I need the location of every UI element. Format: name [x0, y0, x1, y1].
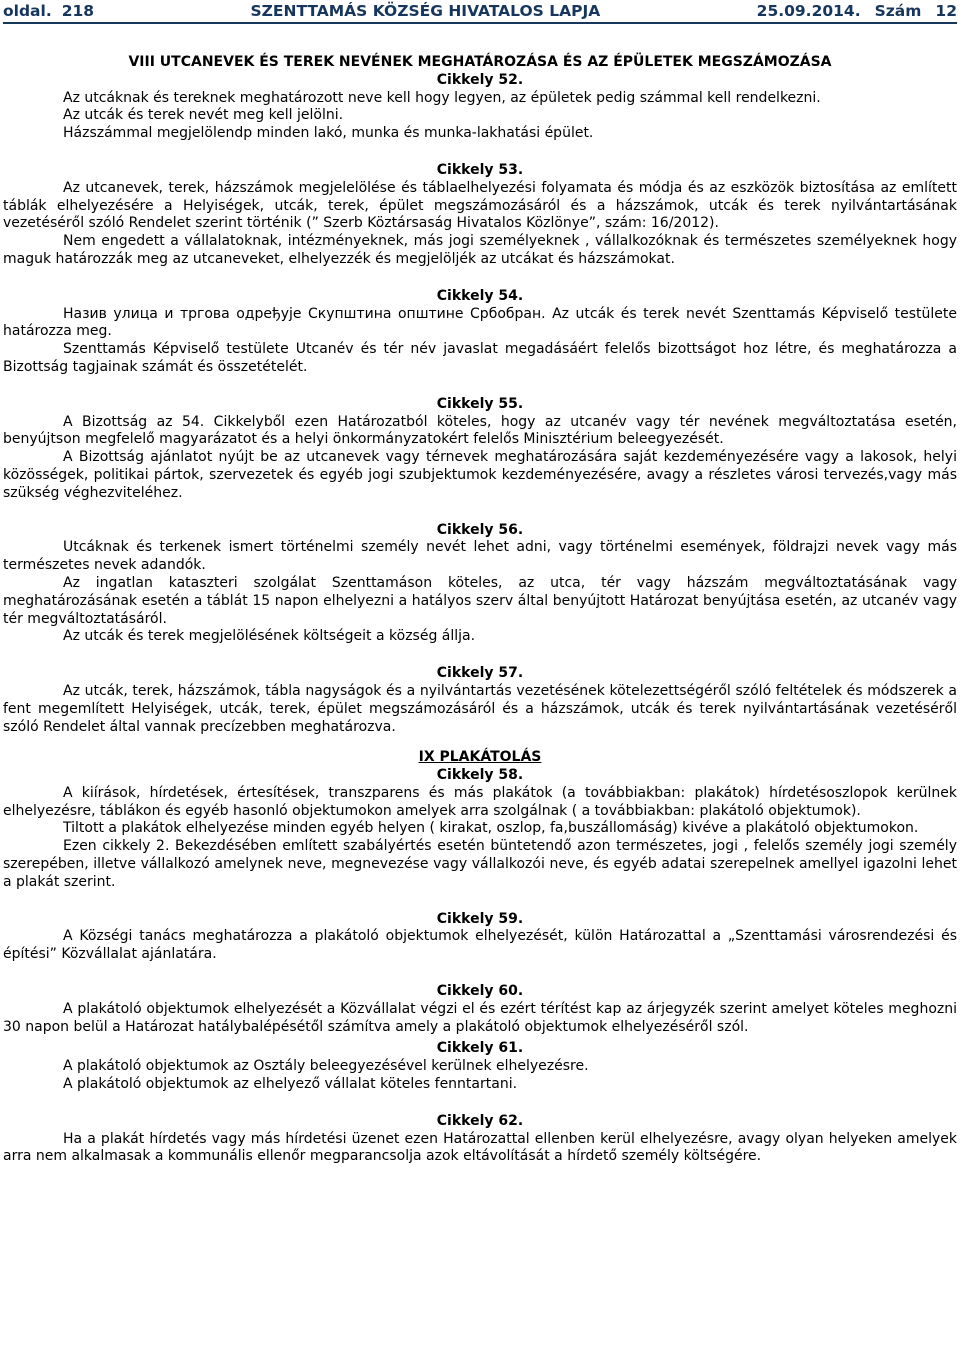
article-60-paragraph-1: A plakátoló objektumok elhelyezését a Közvállalat végzi el és ezért térítést kap az árjegyzék szerint amelyet köteles meghozni 30 napon belül a Határozat hatálybalépésétől számítva amely a plakátoló objektumok elhelyezéséről szól. — [3, 1000, 957, 1035]
article-title-57: Cikkely 57. — [436, 665, 524, 682]
document-body — [3, 54, 957, 1166]
publication-title: SZENTTAMÁS KÖZSÉG HIVATALOS LAPJA — [250, 2, 601, 20]
article-title-61: Cikkely 61. — [436, 1040, 524, 1057]
article-53-paragraph-1: Az utcanevek, terek, házszámok megjelelölése és táblaelhelyezési folyamata és módja és az eszközök biztosítása az említett táblák elhelyezésére a Helyiségek, utcák, terek, épület megszámozásáról és a házszámok, utcák és terek nyilvántartásának vezetéséről szóló Rendelet szerint történik (” Szerb Köztársaság Hivatalos Közlönye”, szám: 16/2012). — [3, 179, 957, 232]
article-53-paragraph-2: Nem engedett a vállalatoknak, intézményeknek, más jogi személyeknek , vállalkozóknak és természetes személyeknek hogy maguk határozzák meg az utcaneveket, elhelyezzék és megjelöljék az utcákat és házszámokat. — [3, 233, 957, 267]
issue-date: 25.09.2014. — [756, 2, 861, 20]
article-54-paragraph-2: Szenttamás Képviselő testülete Utcanév és tér név javaslat megadásáért felelős bizottságot hoz létre, és meghatározza a Bizottság tagjainak számát és összetételét. — [3, 341, 957, 375]
article-54-paragraph-1: Назив улица и тргова одређује Скупштина општине Србобран. Az utcák és terek nevét Szenttamás Képviselő testülete határozza meg. — [3, 305, 957, 340]
article-61-line-1: A plakátoló objektumok az Osztály beleegyezésével kerülnek elhelyezésre. — [63, 1058, 589, 1075]
issue-number: 12 — [935, 2, 957, 20]
article-58-paragraph-1: A kiírások, hírdetések, értesítések, transzparens és más plakátok (a továbbiakban: plakátok) hírdetésoszlopok kerülnek elhelyezésre, táblákon és egyéb hasonló objektumokon amelyek arra szolgálnak ( a továbbiakban: plakátoló objektumok). — [3, 784, 957, 819]
article-62-paragraph-1: Ha a plakát hírdetés vagy más hírdetési üzenet ezen Határozattal ellenben kerül elhelyezésre, avagy olyan helyeken amelyek arra nem alkalmasak a kommunális ellenőr megparancsolja azok eltávolítását a hírdető személy költségére. — [3, 1130, 957, 1165]
page-header — [3, 0, 957, 24]
article-title-52: Cikkely 52. — [436, 71, 524, 88]
article-58-paragraph-3: Ezen cikkely 2. Bekezdésében említett szabályértés esetén büntetendő azon természetes, jogi , felelős személy jogi személy szerepében, illetve vállalkozó amelynek neve, megnevezése vagy vállalkozói neve, és egyéb adatai szerepelnek amellyel igazolni lehet a plakát szerint. — [3, 838, 957, 890]
article-title-56: Cikkely 56. — [436, 521, 524, 538]
chapter-heading-viii: VIII UTCANEVEK ÉS TEREK NEVÉNEK MEGHATÁROZÁSA ÉS AZ ÉPÜLETEK MEGSZÁMOZÁSA — [128, 54, 832, 70]
article-56-paragraph-1: Utcáknak és terkenek ismert történelmi személy nevét lehet adni, vagy történelmi események, földrajzi nevek vagy más természetes nevek adandók. — [3, 539, 957, 574]
article-56-paragraph-3: Az utcák és terek megjelölésének költségeit a község állja. — [63, 628, 476, 645]
chapter-heading-ix: IX PLAKÁTOLÁS — [418, 749, 542, 766]
article-title-53: Cikkely 53. — [436, 161, 524, 178]
article-57-paragraph-1: Az utcák, terek, házszámok, tábla nagyságok és a nyilvántartás vezetésének kötelezettségéről szóló feltételek és módszerek a fent megemlített Helyiségek, utcák, terek, épület megszámozásáról és a házszámok, utcák és terek nyilvántartásának vezetéséről szóló Rendelet által vannak precízebben meghatározva. — [3, 682, 957, 735]
page-label: oldal. — [3, 2, 52, 20]
article-52-line-3: Házszámmal megjelölendp minden lakó, munka és munka-lakhatási épület. — [63, 125, 594, 142]
article-56-paragraph-2: Az ingatlan kataszteri szolgálat Szenttamáson köteles, az utca, tér vagy házszám megváltoztatásának vagy meghatározásának esetén a táblát 15 napon elhelyezni a hatályos szerv által benyújtott Határozat benyújtása esetén, az utcanév vagy tér megváltoztatásáról. — [3, 574, 957, 627]
issue-label: Szám — [874, 2, 922, 20]
article-title-54: Cikkely 54. — [436, 287, 524, 304]
article-58-paragraph-2: Tiltott a plakátok elhelyezése minden egyéb helyen ( kirakat, oszlop, fa,buszállomáság) kivéve a plakátoló objektumokon. — [63, 820, 919, 837]
page-number: 218 — [61, 2, 95, 20]
article-title-62: Cikkely 62. — [436, 1112, 524, 1129]
article-61-line-2: A plakátoló objektumok az elhelyező vállalat köteles fenntartani. — [63, 1076, 518, 1093]
article-title-58: Cikkely 58. — [436, 767, 524, 784]
article-title-59: Cikkely 59. — [436, 910, 524, 927]
article-59-paragraph-1: A Községi tanács meghatározza a plakátoló objektumok elhelyezését, külön Határozattal a „Szenttamási városrendezési és építési” Közvállalat ajánlatára. — [3, 928, 957, 963]
article-title-60: Cikkely 60. — [436, 983, 524, 1000]
article-52-line-1: Az utcáknak és tereknek meghatározott neve kell hogy legyen, az épületek pedig számmal kell rendelkezni. — [63, 89, 821, 106]
article-55-paragraph-2: A Bizottság ajánlatot nyújt be az utcanevek vagy térnevek meghatározására saját kezdeményezésére vagy a lakosok, helyi közösségek, politikai pártok, szervezetek és egyéb jogi szubjektumok kezdeményezésére, avagy a részletes városi tervezés,vagy más szükség véghezviteléhez. — [3, 449, 957, 501]
article-52-line-2: Az utcák és terek nevét meg kell jelölni. — [63, 107, 344, 124]
article-55-paragraph-1: A Bizottság az 54. Cikkelyből ezen Határozatból köteles, hogy az utcanév vagy tér nevének megváltoztatása esetén, benyújtson megfelelő magyarázatot és a helyi önkormányzatokért felelős Minisztérium beleegyezését. — [3, 413, 957, 448]
article-title-55: Cikkely 55. — [436, 395, 524, 412]
